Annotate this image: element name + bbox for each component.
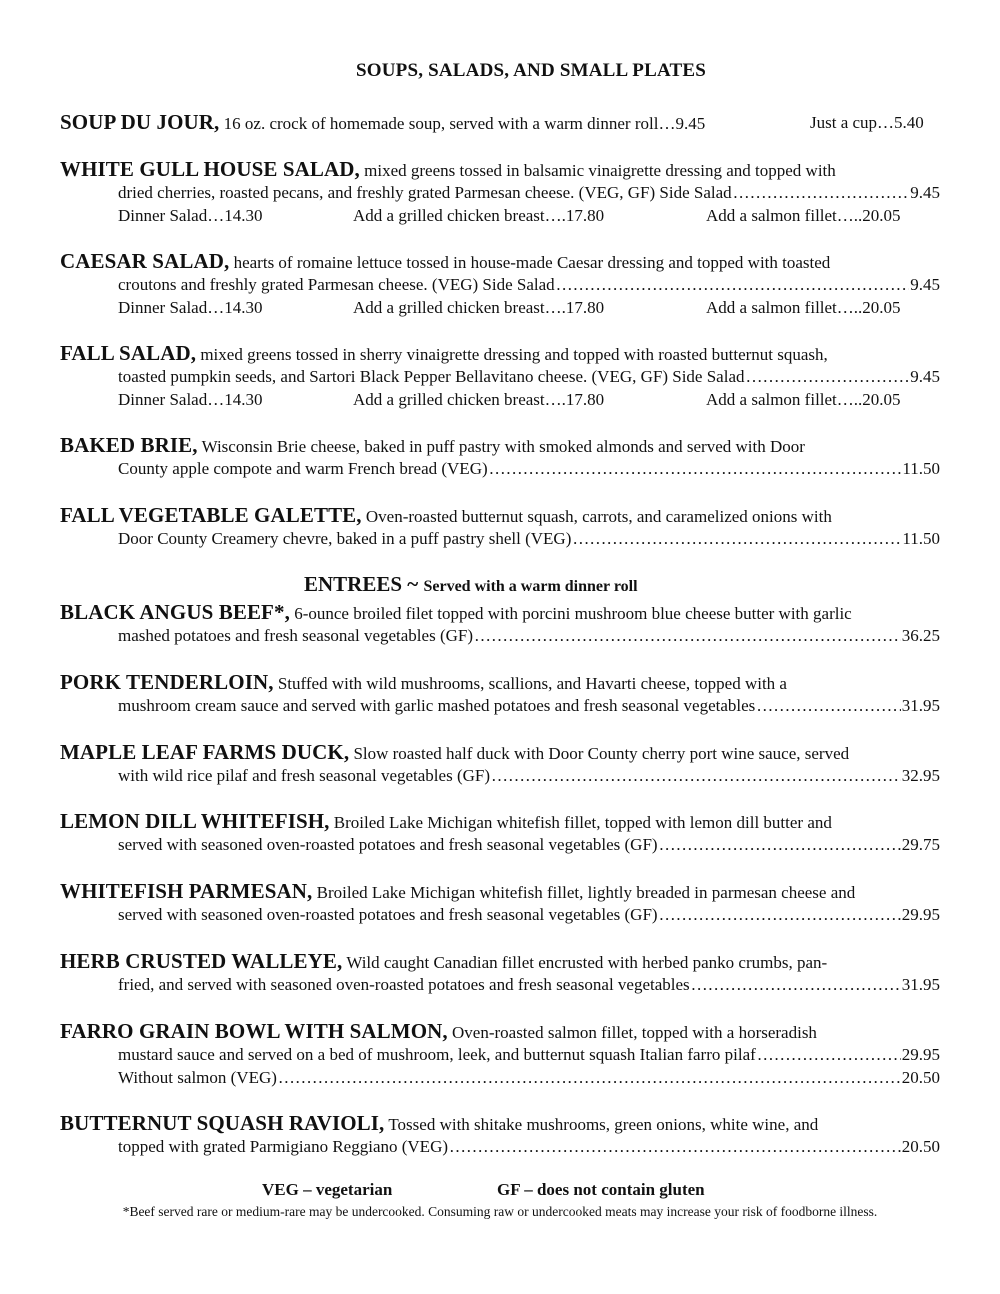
menu-item-soup xyxy=(60,111,940,134)
leader-dots xyxy=(757,1043,901,1066)
menu-item-galette xyxy=(60,504,940,550)
item-name: BLACK ANGUS BEEF*, xyxy=(60,601,290,624)
item-description: fried, and served with seasoned oven-roasted potatoes and fresh seasonal vegetables xyxy=(118,975,690,994)
menu-item-ravioli xyxy=(60,1112,940,1158)
leader-dots xyxy=(556,273,910,296)
menu-item-house-salad xyxy=(60,158,940,227)
item-name: FALL SALAD, xyxy=(60,342,197,365)
item-description: Slow roasted half duck with Door County cherry port wine sauce, served xyxy=(353,744,850,763)
item-price: 32.95 xyxy=(901,766,940,785)
menu-item-whitefish-parmesan xyxy=(60,880,940,926)
leader-dots xyxy=(491,764,901,787)
item-description: toasted pumpkin seeds, and Sartori Black Pepper Bellavitano cheese. (VEG, GF) Side Salad xyxy=(118,367,745,386)
item-description: dried cherries, roasted pecans, and freshly grated Parmesan cheese. (VEG, GF) Side Salad xyxy=(118,183,732,202)
chicken-option: Add a grilled chicken breast….17.80 xyxy=(353,206,605,225)
item-name: SOUP DU JOUR, xyxy=(60,111,220,134)
legend-veg: VEG – vegetarian xyxy=(262,1180,393,1199)
salmon-option: Add a salmon fillet…..20.05 xyxy=(706,390,901,409)
item-description: mixed greens tossed in balsamic vinaigrette dressing and topped with xyxy=(364,161,836,180)
item-price: 9.45 xyxy=(910,275,940,294)
item-description: mustard sauce and served on a bed of mushroom, leek, and butternut squash Italian farro pilaf xyxy=(118,1045,756,1064)
cup-price: Just a cup…5.40 xyxy=(810,113,924,132)
menu-item-baked-brie xyxy=(60,434,940,480)
leader-dots xyxy=(746,365,910,388)
item-price: 31.95 xyxy=(901,696,940,715)
item-price: 29.95 xyxy=(901,905,940,924)
footnote: *Beef served rare or medium-rare may be undercooked. Consuming raw or undercooked meats may increase your risk of foodborne illness. xyxy=(122,1204,878,1219)
menu-item-farro-bowl xyxy=(60,1020,940,1089)
item-name: LEMON DILL WHITEFISH, xyxy=(60,810,330,833)
item-name: HERB CRUSTED WALLEYE, xyxy=(60,950,343,973)
item-name: BAKED BRIE, xyxy=(60,434,198,457)
leader-dots xyxy=(756,694,900,717)
leader-dots xyxy=(474,624,901,647)
item-price: 9.45 xyxy=(910,367,940,386)
leader-dots xyxy=(659,903,901,926)
item-name: CAESAR SALAD, xyxy=(60,250,230,273)
item-description: County apple compote and warm French bread (VEG) xyxy=(118,459,488,478)
menu-item-caesar-salad xyxy=(60,250,940,319)
item-description: topped with grated Parmigiano Reggiano (VEG) xyxy=(118,1137,449,1156)
item-variant: Without salmon (VEG) xyxy=(118,1068,277,1087)
item-name: MAPLE LEAF FARMS DUCK, xyxy=(60,741,350,764)
item-description: croutons and freshly grated Parmesan cheese. (VEG) Side Salad xyxy=(118,275,555,294)
menu-item-walleye xyxy=(60,950,940,996)
dinner-salad-option: Dinner Salad…14.30 xyxy=(118,206,263,225)
item-price: 36.25 xyxy=(901,626,940,645)
salmon-option: Add a salmon fillet…..20.05 xyxy=(706,298,901,317)
entrees-heading xyxy=(304,572,638,597)
item-description: Oven-roasted butternut squash, carrots, and caramelized onions with xyxy=(365,507,832,526)
item-name: FALL VEGETABLE GALETTE, xyxy=(60,504,362,527)
menu-item-fall-salad xyxy=(60,342,940,411)
leader-dots xyxy=(659,833,901,856)
leader-dots xyxy=(733,181,910,204)
item-description: Stuffed with wild mushrooms, scallions, and Havarti cheese, topped with a xyxy=(277,674,787,693)
item-description: Broiled Lake Michigan whitefish fillet, lightly breaded in parmesan cheese and xyxy=(316,883,856,902)
item-description: Wisconsin Brie cheese, baked in puff pastry with smoked almonds and served with Door xyxy=(201,437,805,456)
leader-dots xyxy=(449,1135,901,1158)
item-name: BUTTERNUT SQUASH RAVIOLI, xyxy=(60,1112,385,1135)
salmon-option: Add a salmon fillet…..20.05 xyxy=(706,206,901,225)
leader-dots xyxy=(489,457,902,480)
item-name: FARRO GRAIN BOWL WITH SALMON, xyxy=(60,1020,448,1043)
item-price: 20.50 xyxy=(901,1137,940,1156)
item-description: Tossed with shitake mushrooms, green onions, white wine, and xyxy=(388,1115,819,1134)
item-price: 9.45 xyxy=(910,183,940,202)
item-description: 6-ounce broiled filet topped with porcini mushroom blue cheese butter with garlic xyxy=(294,604,852,623)
item-description: mixed greens tossed in sherry vinaigrette dressing and topped with roasted butternut squash, xyxy=(200,345,828,364)
item-price: 11.50 xyxy=(902,529,940,548)
leader-dots xyxy=(278,1066,901,1089)
entrees-subtitle: Served with a warm dinner roll xyxy=(423,578,638,595)
menu-item-pork xyxy=(60,671,940,717)
chicken-option: Add a grilled chicken breast….17.80 xyxy=(353,390,605,409)
item-name: PORK TENDERLOIN, xyxy=(60,671,274,694)
item-variant-price: 20.50 xyxy=(901,1068,940,1087)
dinner-salad-option: Dinner Salad…14.30 xyxy=(118,298,263,317)
menu-item-beef xyxy=(60,601,940,647)
menu-item-duck xyxy=(60,741,940,787)
item-price: 29.95 xyxy=(901,1045,940,1064)
item-description: mashed potatoes and fresh seasonal vegetables (GF) xyxy=(118,626,473,645)
item-description: 16 oz. crock of homemade soup, served with a warm dinner roll…9.45 xyxy=(223,114,706,133)
item-description: hearts of romaine lettuce tossed in house-made Caesar dressing and topped with toasted xyxy=(233,253,831,272)
leader-dots xyxy=(572,527,901,550)
item-name: WHITEFISH PARMESAN, xyxy=(60,880,313,903)
item-description: with wild rice pilaf and fresh seasonal vegetables (GF) xyxy=(118,766,490,785)
item-price: 11.50 xyxy=(902,459,940,478)
item-description: Wild caught Canadian fillet encrusted with herbed panko crumbs, pan- xyxy=(346,953,828,972)
item-price: 29.75 xyxy=(901,835,940,854)
item-description: Broiled Lake Michigan whitefish fillet, topped with lemon dill butter and xyxy=(333,813,832,832)
dinner-salad-option: Dinner Salad…14.30 xyxy=(118,390,263,409)
item-description: Oven-roasted salmon fillet, topped with a horseradish xyxy=(452,1023,817,1042)
item-description: mushroom cream sauce and served with garlic mashed potatoes and fresh seasonal vegetables xyxy=(118,696,756,715)
chicken-option: Add a grilled chicken breast….17.80 xyxy=(353,298,605,317)
leader-dots xyxy=(691,973,901,996)
item-price: 31.95 xyxy=(901,975,940,994)
item-description: Door County Creamery chevre, baked in a puff pastry shell (VEG) xyxy=(118,529,572,548)
legend-gf: GF – does not contain gluten xyxy=(497,1180,705,1199)
menu-item-lemon-dill-whitefish xyxy=(60,810,940,856)
item-description: served with seasoned oven-roasted potatoes and fresh seasonal vegetables (GF) xyxy=(118,835,658,854)
entrees-title: ENTREES ~ xyxy=(304,572,419,596)
item-name: WHITE GULL HOUSE SALAD, xyxy=(60,158,360,181)
item-description: served with seasoned oven-roasted potatoes and fresh seasonal vegetables (GF) xyxy=(118,905,658,924)
section-title: SOUPS, SALADS, AND SMALL PLATES xyxy=(355,60,707,81)
